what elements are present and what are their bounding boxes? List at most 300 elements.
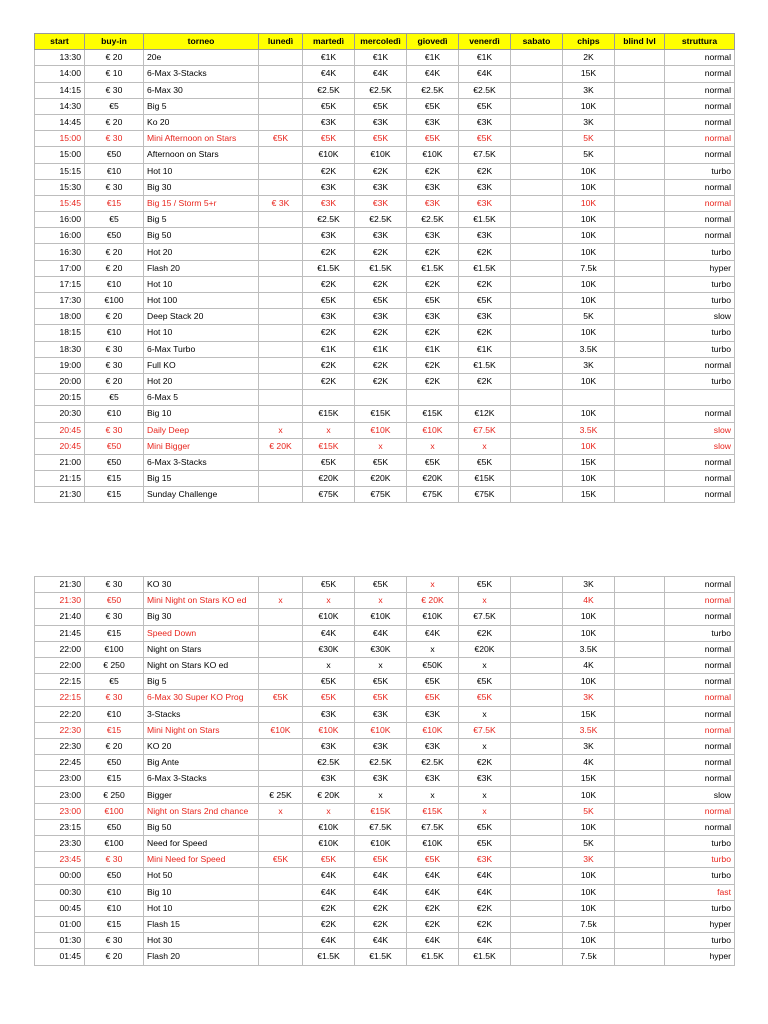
cell-venerdi: €2K xyxy=(459,755,511,771)
cell-blind-lvl xyxy=(615,50,665,66)
cell-lunedi xyxy=(259,260,303,276)
cell-martedi: €2K xyxy=(303,900,355,916)
cell-sabato xyxy=(511,276,563,292)
cell-giovedi: €5K xyxy=(407,293,459,309)
cell-buy-in: € 20 xyxy=(85,244,144,260)
cell-sabato xyxy=(511,706,563,722)
cell-torneo: 6-Max 3-Stacks xyxy=(144,66,259,82)
cell-giovedi: €2K xyxy=(407,276,459,292)
cell-giovedi: x xyxy=(407,577,459,593)
cell-venerdi: €1.5K xyxy=(459,212,511,228)
cell-giovedi: €15K xyxy=(407,803,459,819)
cell-start: 23:30 xyxy=(35,836,85,852)
cell-start: 22:00 xyxy=(35,641,85,657)
cell-sabato xyxy=(511,771,563,787)
cell-torneo: Mini Need for Speed xyxy=(144,852,259,868)
cell-blind-lvl xyxy=(615,609,665,625)
cell-blind-lvl xyxy=(615,179,665,195)
cell-martedi: €2K xyxy=(303,163,355,179)
cell-chips: 10K xyxy=(563,884,615,900)
cell-lunedi xyxy=(259,771,303,787)
cell-buy-in: € 30 xyxy=(85,341,144,357)
cell-lunedi xyxy=(259,836,303,852)
cell-start: 23:00 xyxy=(35,787,85,803)
cell-chips: 5K xyxy=(563,803,615,819)
cell-sabato xyxy=(511,884,563,900)
cell-giovedi: €3K xyxy=(407,309,459,325)
cell-sabato xyxy=(511,916,563,932)
cell-struttura: normal xyxy=(665,577,735,593)
cell-buy-in: €15 xyxy=(85,916,144,932)
table-row xyxy=(35,195,735,211)
cell-blind-lvl xyxy=(615,933,665,949)
cell-lunedi xyxy=(259,487,303,503)
cell-start: 20:15 xyxy=(35,390,85,406)
cell-chips: 10K xyxy=(563,244,615,260)
cell-giovedi: €5K xyxy=(407,131,459,147)
cell-lunedi xyxy=(259,82,303,98)
cell-chips: 10K xyxy=(563,276,615,292)
cell-blind-lvl xyxy=(615,722,665,738)
cell-mercoledi: €3K xyxy=(355,228,407,244)
cell-struttura: normal xyxy=(665,706,735,722)
cell-sabato xyxy=(511,593,563,609)
cell-lunedi xyxy=(259,949,303,965)
cell-giovedi: €5K xyxy=(407,852,459,868)
cell-start: 21:40 xyxy=(35,609,85,625)
cell-buy-in: € 30 xyxy=(85,933,144,949)
cell-venerdi: €2.5K xyxy=(459,82,511,98)
cell-blind-lvl xyxy=(615,625,665,641)
cell-mercoledi: €5K xyxy=(355,293,407,309)
cell-lunedi xyxy=(259,577,303,593)
cell-sabato xyxy=(511,641,563,657)
cell-martedi: x xyxy=(303,422,355,438)
cell-buy-in: €100 xyxy=(85,293,144,309)
cell-venerdi: €5K xyxy=(459,674,511,690)
cell-martedi: €4K xyxy=(303,933,355,949)
cell-start: 19:00 xyxy=(35,357,85,373)
cell-buy-in: € 20 xyxy=(85,114,144,130)
cell-martedi: €3K xyxy=(303,114,355,130)
cell-blind-lvl xyxy=(615,260,665,276)
cell-giovedi: €50K xyxy=(407,657,459,673)
cell-struttura: normal xyxy=(665,406,735,422)
cell-chips: 10K xyxy=(563,98,615,114)
cell-buy-in: €50 xyxy=(85,868,144,884)
cell-struttura: normal xyxy=(665,82,735,98)
table-row xyxy=(35,131,735,147)
table-row xyxy=(35,390,735,406)
cell-sabato xyxy=(511,179,563,195)
cell-struttura: slow xyxy=(665,438,735,454)
header-start: start xyxy=(35,34,85,50)
cell-venerdi: €3K xyxy=(459,309,511,325)
cell-struttura: normal xyxy=(665,641,735,657)
cell-mercoledi: €3K xyxy=(355,195,407,211)
cell-sabato xyxy=(511,82,563,98)
cell-struttura: normal xyxy=(665,593,735,609)
cell-venerdi: €5K xyxy=(459,836,511,852)
cell-giovedi: €5K xyxy=(407,674,459,690)
cell-blind-lvl xyxy=(615,868,665,884)
cell-blind-lvl xyxy=(615,212,665,228)
header-chips: chips xyxy=(563,34,615,50)
cell-buy-in: €50 xyxy=(85,438,144,454)
cell-struttura: normal xyxy=(665,50,735,66)
cell-lunedi xyxy=(259,868,303,884)
cell-torneo: 6-Max 30 xyxy=(144,82,259,98)
cell-giovedi: €2K xyxy=(407,373,459,389)
cell-lunedi xyxy=(259,641,303,657)
cell-mercoledi: €1K xyxy=(355,50,407,66)
cell-sabato xyxy=(511,147,563,163)
cell-mercoledi: €3K xyxy=(355,309,407,325)
cell-buy-in: €15 xyxy=(85,195,144,211)
cell-torneo: Big 15 / Storm 5+r xyxy=(144,195,259,211)
cell-venerdi: x xyxy=(459,803,511,819)
cell-giovedi: €2K xyxy=(407,163,459,179)
cell-mercoledi: €1K xyxy=(355,341,407,357)
cell-mercoledi: €2K xyxy=(355,244,407,260)
cell-giovedi: €5K xyxy=(407,98,459,114)
cell-sabato xyxy=(511,50,563,66)
table-row xyxy=(35,244,735,260)
cell-chips: 4K xyxy=(563,657,615,673)
cell-mercoledi: €2K xyxy=(355,163,407,179)
cell-blind-lvl xyxy=(615,357,665,373)
cell-mercoledi: €10K xyxy=(355,609,407,625)
cell-martedi: €1K xyxy=(303,341,355,357)
cell-lunedi xyxy=(259,738,303,754)
cell-torneo: Hot 10 xyxy=(144,163,259,179)
cell-torneo: Mini Night on Stars KO ed xyxy=(144,593,259,609)
table-row xyxy=(35,755,735,771)
cell-lunedi: €5K xyxy=(259,852,303,868)
cell-blind-lvl xyxy=(615,674,665,690)
cell-giovedi: €10K xyxy=(407,609,459,625)
cell-buy-in: €15 xyxy=(85,471,144,487)
cell-start: 17:00 xyxy=(35,260,85,276)
table-row xyxy=(35,933,735,949)
cell-chips: 3K xyxy=(563,357,615,373)
cell-start: 15:15 xyxy=(35,163,85,179)
cell-start: 20:45 xyxy=(35,422,85,438)
cell-torneo: Hot 100 xyxy=(144,293,259,309)
cell-martedi: €3K xyxy=(303,228,355,244)
cell-buy-in: €50 xyxy=(85,147,144,163)
cell-buy-in: € 30 xyxy=(85,82,144,98)
cell-start: 22:30 xyxy=(35,722,85,738)
cell-start: 21:30 xyxy=(35,487,85,503)
cell-torneo: Mini Bigger xyxy=(144,438,259,454)
cell-sabato xyxy=(511,325,563,341)
cell-buy-in: € 20 xyxy=(85,373,144,389)
cell-venerdi: €3K xyxy=(459,179,511,195)
cell-blind-lvl xyxy=(615,771,665,787)
table-row xyxy=(35,868,735,884)
cell-lunedi xyxy=(259,390,303,406)
cell-martedi: €5K xyxy=(303,577,355,593)
cell-struttura: slow xyxy=(665,422,735,438)
cell-martedi: €3K xyxy=(303,771,355,787)
cell-lunedi: x xyxy=(259,422,303,438)
cell-sabato xyxy=(511,195,563,211)
cell-blind-lvl xyxy=(615,836,665,852)
cell-struttura: normal xyxy=(665,114,735,130)
cell-lunedi xyxy=(259,674,303,690)
cell-lunedi xyxy=(259,325,303,341)
cell-martedi: €10K xyxy=(303,609,355,625)
cell-struttura: normal xyxy=(665,771,735,787)
cell-struttura: turbo xyxy=(665,325,735,341)
cell-venerdi: €1K xyxy=(459,50,511,66)
cell-start: 00:45 xyxy=(35,900,85,916)
cell-martedi: €3K xyxy=(303,195,355,211)
cell-giovedi: €15K xyxy=(407,406,459,422)
table-row xyxy=(35,722,735,738)
cell-struttura: slow xyxy=(665,787,735,803)
cell-blind-lvl xyxy=(615,373,665,389)
cell-venerdi: €2K xyxy=(459,900,511,916)
cell-sabato xyxy=(511,900,563,916)
cell-sabato xyxy=(511,163,563,179)
cell-start: 17:15 xyxy=(35,276,85,292)
cell-mercoledi: €4K xyxy=(355,868,407,884)
cell-start: 01:00 xyxy=(35,916,85,932)
cell-struttura: turbo xyxy=(665,373,735,389)
cell-start: 22:00 xyxy=(35,657,85,673)
cell-start: 16:00 xyxy=(35,212,85,228)
cell-torneo: Big 5 xyxy=(144,212,259,228)
cell-lunedi xyxy=(259,706,303,722)
cell-buy-in: € 20 xyxy=(85,738,144,754)
cell-venerdi: x xyxy=(459,787,511,803)
cell-mercoledi: €5K xyxy=(355,690,407,706)
cell-venerdi: €2K xyxy=(459,163,511,179)
cell-venerdi: x xyxy=(459,593,511,609)
cell-start: 21:30 xyxy=(35,577,85,593)
table-row xyxy=(35,341,735,357)
cell-start: 14:30 xyxy=(35,98,85,114)
cell-chips: 3.5K xyxy=(563,422,615,438)
cell-mercoledi: €3K xyxy=(355,114,407,130)
cell-martedi: €30K xyxy=(303,641,355,657)
cell-mercoledi: €2K xyxy=(355,916,407,932)
cell-torneo: Hot 50 xyxy=(144,868,259,884)
cell-mercoledi: €75K xyxy=(355,487,407,503)
cell-sabato xyxy=(511,422,563,438)
cell-venerdi: €2K xyxy=(459,916,511,932)
cell-torneo: Hot 30 xyxy=(144,933,259,949)
cell-start: 00:30 xyxy=(35,884,85,900)
cell-start: 13:30 xyxy=(35,50,85,66)
cell-venerdi: x xyxy=(459,657,511,673)
cell-martedi: €2K xyxy=(303,916,355,932)
table-row xyxy=(35,577,735,593)
cell-lunedi xyxy=(259,657,303,673)
cell-buy-in: € 250 xyxy=(85,787,144,803)
cell-chips: 10K xyxy=(563,373,615,389)
cell-sabato xyxy=(511,228,563,244)
cell-struttura: normal xyxy=(665,609,735,625)
cell-struttura: normal xyxy=(665,179,735,195)
table-row xyxy=(35,454,735,470)
cell-giovedi: €2.5K xyxy=(407,755,459,771)
cell-lunedi xyxy=(259,212,303,228)
cell-blind-lvl xyxy=(615,98,665,114)
cell-chips: 10K xyxy=(563,195,615,211)
cell-start: 00:00 xyxy=(35,868,85,884)
cell-martedi: €10K xyxy=(303,836,355,852)
cell-lunedi xyxy=(259,228,303,244)
cell-lunedi xyxy=(259,900,303,916)
cell-venerdi: x xyxy=(459,706,511,722)
cell-torneo: Hot 10 xyxy=(144,325,259,341)
cell-torneo: Afternoon on Stars xyxy=(144,147,259,163)
cell-sabato xyxy=(511,674,563,690)
cell-chips: 7.5k xyxy=(563,916,615,932)
cell-sabato xyxy=(511,722,563,738)
cell-blind-lvl xyxy=(615,309,665,325)
cell-blind-lvl xyxy=(615,228,665,244)
cell-martedi: €10K xyxy=(303,147,355,163)
cell-mercoledi: €15K xyxy=(355,406,407,422)
schedule-body-night xyxy=(35,577,735,966)
cell-chips: 10K xyxy=(563,325,615,341)
cell-giovedi: €3K xyxy=(407,771,459,787)
cell-chips: 10K xyxy=(563,293,615,309)
cell-venerdi: €4K xyxy=(459,868,511,884)
cell-sabato xyxy=(511,787,563,803)
cell-venerdi: €5K xyxy=(459,690,511,706)
cell-mercoledi: €4K xyxy=(355,933,407,949)
cell-torneo: Hot 20 xyxy=(144,373,259,389)
cell-torneo: 20e xyxy=(144,50,259,66)
cell-chips: 15K xyxy=(563,487,615,503)
cell-mercoledi: €5K xyxy=(355,454,407,470)
cell-lunedi: x xyxy=(259,803,303,819)
header-martedi: martedì xyxy=(303,34,355,50)
cell-struttura: normal xyxy=(665,674,735,690)
cell-lunedi xyxy=(259,406,303,422)
cell-mercoledi: €4K xyxy=(355,884,407,900)
cell-martedi: €75K xyxy=(303,487,355,503)
cell-buy-in: €5 xyxy=(85,390,144,406)
cell-lunedi: €10K xyxy=(259,722,303,738)
cell-blind-lvl xyxy=(615,738,665,754)
cell-giovedi: €1K xyxy=(407,50,459,66)
cell-blind-lvl xyxy=(615,131,665,147)
cell-torneo: Sunday Challenge xyxy=(144,487,259,503)
cell-chips: 10K xyxy=(563,471,615,487)
cell-venerdi: €7.5K xyxy=(459,722,511,738)
cell-lunedi: €5K xyxy=(259,131,303,147)
cell-struttura: turbo xyxy=(665,276,735,292)
cell-venerdi: €15K xyxy=(459,471,511,487)
cell-venerdi: €4K xyxy=(459,66,511,82)
cell-sabato xyxy=(511,390,563,406)
cell-giovedi: €2K xyxy=(407,244,459,260)
cell-struttura: normal xyxy=(665,755,735,771)
table-row xyxy=(35,738,735,754)
cell-buy-in: €5 xyxy=(85,674,144,690)
cell-mercoledi: €5K xyxy=(355,98,407,114)
cell-chips: 5K xyxy=(563,836,615,852)
cell-mercoledi: €2K xyxy=(355,900,407,916)
cell-struttura: normal xyxy=(665,228,735,244)
cell-venerdi: €7.5K xyxy=(459,147,511,163)
table-row xyxy=(35,357,735,373)
cell-torneo: Deep Stack 20 xyxy=(144,309,259,325)
cell-torneo: Flash 20 xyxy=(144,949,259,965)
cell-start: 15:00 xyxy=(35,147,85,163)
cell-chips: 3.5K xyxy=(563,722,615,738)
cell-venerdi: €5K xyxy=(459,131,511,147)
cell-start: 22:20 xyxy=(35,706,85,722)
cell-struttura: turbo xyxy=(665,868,735,884)
table-row xyxy=(35,787,735,803)
cell-sabato xyxy=(511,690,563,706)
table-row xyxy=(35,50,735,66)
cell-chips: 3K xyxy=(563,114,615,130)
cell-giovedi: €3K xyxy=(407,114,459,130)
cell-blind-lvl xyxy=(615,487,665,503)
cell-buy-in: €50 xyxy=(85,228,144,244)
cell-martedi: €2K xyxy=(303,373,355,389)
table-row xyxy=(35,916,735,932)
cell-lunedi xyxy=(259,609,303,625)
cell-start: 23:00 xyxy=(35,771,85,787)
cell-giovedi: €7.5K xyxy=(407,819,459,835)
cell-martedi: €2.5K xyxy=(303,82,355,98)
cell-lunedi xyxy=(259,625,303,641)
cell-mercoledi: €5K xyxy=(355,852,407,868)
cell-giovedi xyxy=(407,390,459,406)
cell-giovedi: €10K xyxy=(407,422,459,438)
cell-blind-lvl xyxy=(615,819,665,835)
cell-torneo: Big 50 xyxy=(144,228,259,244)
header-blind-lvl: blind lvl xyxy=(615,34,665,50)
table-row xyxy=(35,657,735,673)
cell-start: 22:15 xyxy=(35,674,85,690)
cell-sabato xyxy=(511,819,563,835)
cell-lunedi xyxy=(259,50,303,66)
cell-lunedi: x xyxy=(259,593,303,609)
cell-start: 15:30 xyxy=(35,179,85,195)
cell-venerdi: €5K xyxy=(459,454,511,470)
table-row xyxy=(35,771,735,787)
cell-venerdi: €2K xyxy=(459,325,511,341)
cell-sabato xyxy=(511,487,563,503)
table-row xyxy=(35,900,735,916)
schedule-table-night xyxy=(34,576,735,966)
cell-chips: 15K xyxy=(563,706,615,722)
cell-struttura: normal xyxy=(665,471,735,487)
cell-struttura: turbo xyxy=(665,163,735,179)
cell-blind-lvl xyxy=(615,577,665,593)
cell-mercoledi xyxy=(355,390,407,406)
table-row xyxy=(35,836,735,852)
cell-torneo: Bigger xyxy=(144,787,259,803)
cell-lunedi xyxy=(259,884,303,900)
cell-struttura: turbo xyxy=(665,244,735,260)
table-row xyxy=(35,593,735,609)
table-row xyxy=(35,98,735,114)
cell-buy-in: €15 xyxy=(85,722,144,738)
header-venerdi: venerdì xyxy=(459,34,511,50)
cell-mercoledi: €2K xyxy=(355,373,407,389)
